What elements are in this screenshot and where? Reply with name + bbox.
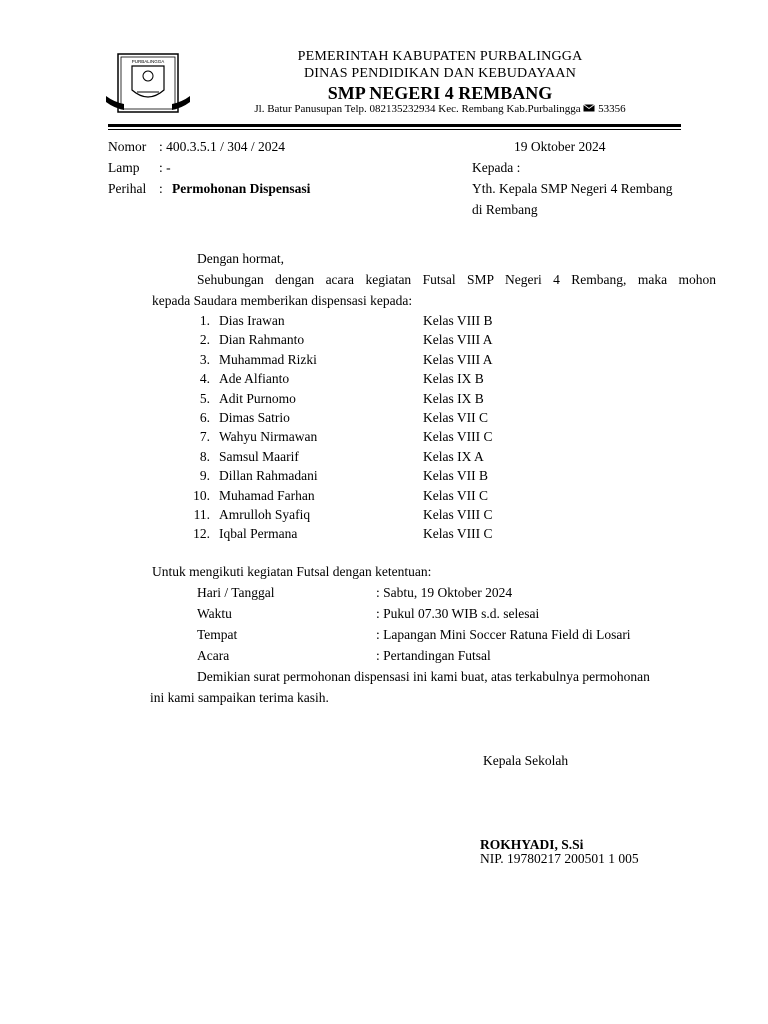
kepada-label: Kepada : bbox=[472, 160, 521, 175]
student-name: Muhamad Farhan bbox=[219, 487, 315, 503]
perihal-colon: : bbox=[159, 181, 163, 196]
student-number: 9. bbox=[199, 468, 210, 484]
signature-name: ROKHYADI, S.Si bbox=[480, 837, 584, 852]
student-name: Iqbal Permana bbox=[219, 526, 298, 542]
detail-label: Acara bbox=[197, 648, 230, 663]
detail-value: : Lapangan Mini Soccer Ratuna Field di Losari bbox=[376, 627, 631, 642]
postal-code: 53356 bbox=[598, 103, 626, 115]
perihal-label: Perihal bbox=[108, 181, 147, 196]
student-number: 2. bbox=[199, 332, 210, 348]
perihal-value: Permohonan Dispensasi bbox=[172, 181, 311, 196]
signature-title: Kepala Sekolah bbox=[483, 753, 569, 768]
student-number: 8. bbox=[199, 448, 210, 464]
header-school-name: SMP NEGERI 4 REMBANG bbox=[327, 83, 553, 103]
detail-label: Tempat bbox=[197, 627, 238, 642]
header-government: PEMERINTAH KABUPATEN PURBALINGGA bbox=[297, 49, 583, 64]
student-class: Kelas VIII A bbox=[423, 351, 493, 367]
recipient: Yth. Kepala SMP Negeri 4 Rembang bbox=[472, 181, 673, 196]
student-class: Kelas VIII B bbox=[423, 313, 493, 328]
paragraph-1-line-1: Sehubungan dengan acara kegiatan Futsal SMP Negeri 4 Rembang, maka mohon bbox=[197, 272, 716, 287]
student-class: Kelas VIII C bbox=[423, 507, 493, 522]
student-name: Muhammad Rizki bbox=[219, 351, 317, 367]
student-number: 5. bbox=[199, 390, 210, 406]
student-name: Samsul Maarif bbox=[219, 448, 299, 464]
student-class: Kelas IX B bbox=[423, 390, 484, 406]
paragraph-1-line-2: kepada Saudara memberikan dispensasi kepada: bbox=[152, 293, 413, 308]
student-number: 1. bbox=[199, 313, 210, 328]
detail-value: : Pukul 07.30 WIB s.d. selesai bbox=[376, 606, 540, 621]
student-class: Kelas VII C bbox=[423, 487, 488, 503]
student-number: 3. bbox=[199, 351, 210, 367]
student-name: Dillan Rahmadani bbox=[219, 468, 318, 484]
student-number: 11. bbox=[193, 507, 210, 522]
student-class: Kelas VII B bbox=[423, 468, 488, 484]
lamp-label: Lamp bbox=[108, 160, 140, 175]
student-number: 4. bbox=[199, 371, 210, 387]
student-name: Ade Alfianto bbox=[219, 371, 290, 387]
student-class: Kelas VIII A bbox=[423, 332, 493, 348]
nomor-value: : 400.3.5.1 / 304 / 2024 bbox=[159, 139, 286, 154]
student-class: Kelas VIII C bbox=[423, 429, 493, 445]
header-divider-thin bbox=[108, 129, 681, 130]
header-department: DINAS PENDIDIKAN DAN KEBUDAYAAN bbox=[303, 66, 577, 81]
student-name: Dian Rahmanto bbox=[219, 332, 305, 348]
student-class: Kelas VII C bbox=[423, 410, 488, 425]
closing-line-2: ini kami sampaikan terima kasih. bbox=[150, 690, 329, 705]
detail-label: Waktu bbox=[197, 606, 232, 621]
signature-nip: NIP. 19780217 200501 1 005 bbox=[480, 851, 639, 866]
detail-value: : Sabtu, 19 Oktober 2024 bbox=[376, 585, 513, 600]
closing-line-1: Demikian surat permohonan dispensasi ini kami buat, atas terkabulnya permohonan bbox=[197, 669, 650, 684]
header-divider-thick bbox=[108, 124, 681, 127]
student-number: 6. bbox=[199, 410, 210, 425]
school-logo bbox=[104, 52, 192, 116]
detail-label: Hari / Tanggal bbox=[197, 585, 275, 600]
student-number: 10. bbox=[193, 487, 210, 503]
student-number: 12. bbox=[193, 526, 210, 542]
lamp-value: : - bbox=[159, 160, 171, 175]
student-class: Kelas IX B bbox=[423, 371, 484, 387]
address-text: Jl. Batur Panusupan Telp. 082135232934 Kec. Rembang Kab.Purbalingga bbox=[254, 103, 581, 115]
detail-value: : Pertandingan Futsal bbox=[376, 648, 491, 663]
header-address bbox=[200, 103, 680, 115]
student-number: 7. bbox=[199, 429, 210, 445]
student-name: Wahyu Nirmawan bbox=[219, 429, 318, 445]
nomor-label: Nomor bbox=[108, 139, 147, 154]
letter-date: 19 Oktober 2024 bbox=[514, 139, 606, 154]
student-class: Kelas VIII C bbox=[423, 526, 493, 542]
envelope-icon bbox=[583, 103, 598, 115]
student-class: Kelas IX A bbox=[423, 448, 484, 464]
paragraph-2-intro: Untuk mengikuti kegiatan Futsal dengan ketentuan: bbox=[152, 564, 432, 579]
student-name: Dimas Satrio bbox=[219, 410, 290, 425]
student-name: Dias Irawan bbox=[219, 313, 285, 328]
logo-text: PURBALINGGA bbox=[131, 59, 165, 64]
greeting: Dengan hormat, bbox=[197, 251, 284, 266]
student-name: Adit Purnomo bbox=[219, 390, 296, 406]
recipient-place: di Rembang bbox=[472, 202, 538, 217]
student-name: Amrulloh Syafiq bbox=[219, 507, 311, 522]
